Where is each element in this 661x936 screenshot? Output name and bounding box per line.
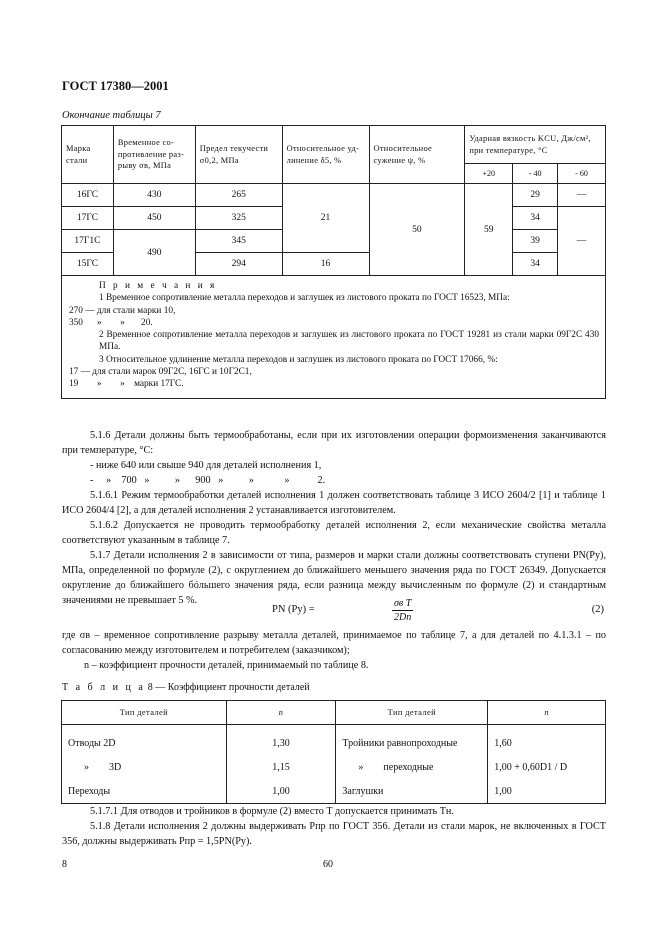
para-5-1-7: 5.1.7 Детали исполнения 2 в зависимости от типа, размеров и марки стали должны соответствовать ступени PN(Pу), МПа, определенной по формуле (2), с округлением до ближайшего меньшего значения ряда по ГОСТ 26349. Допускается округление до ближайшего бóльшего значения ряда, если разница между вычисленным по формуле (2) и стандартным значениями не превышает 5 %. (62, 550, 606, 606)
table-row (62, 755, 606, 779)
notes-title: П р и м е ч а н и я (99, 281, 217, 291)
cell-tensile: 430 (113, 184, 195, 207)
t8-col-n2: n (488, 701, 606, 725)
formula-numerator: σв T (394, 598, 412, 609)
note-3a: 17 — для стали марок 09Г2С, 16ГС и 10Г2С1, (69, 366, 252, 377)
table8-caption-text: 8 — Коэффициент прочности деталей (145, 682, 310, 693)
table-row (62, 184, 606, 207)
para-5-1-6-2: 5.1.6.2 Допускается не проводить термообработку деталей исполнения 2, если механические свойства металла соответствуют указанным в таблице 7. (62, 520, 606, 546)
cell-yield: 325 (195, 207, 282, 230)
cell-kcu40: 34 (513, 207, 558, 230)
cell-tensile: 450 (113, 207, 195, 230)
para-5-1-6: 5.1.6 Детали должны быть термообработаны, если при их изготовлении операции формоизменения заканчиваются при температуре, °С: (62, 430, 606, 456)
cell-grade: 15ГС (62, 253, 114, 276)
note-2: 2 Временное сопротивление металла переходов и заглушек из листового проката по ГОСТ 19281 из стали марки 09Г2С 430 МПа. (99, 330, 599, 353)
col-t20: +20 (465, 164, 513, 184)
formula-2 (62, 597, 606, 627)
page-number-left: 8 (62, 859, 67, 870)
table-row (62, 779, 606, 804)
col-tensile: Временное сопротивление разрыву σв, МПа (113, 126, 195, 184)
t8-cell: 1,60 (488, 725, 606, 756)
t8-cell: Заглушки (336, 779, 488, 804)
t8-cell: 1,15 (226, 755, 336, 779)
where-n: n – коэффициент прочности деталей, принимаемый по таблице 8. (84, 660, 369, 671)
para-5-1-8: 5.1.8 Детали исполнения 2 должны выдерживать Pпр по ГОСТ 356. Детали из стали марок, не включенных в ГОСТ 356, должны выдерживать Pпр = 1,5PN(Pу). (62, 821, 606, 847)
table-row (62, 725, 606, 756)
formula-denominator: 2Dn (394, 612, 412, 623)
t8-cell: » переходные (336, 755, 488, 779)
final-text (62, 804, 606, 849)
t8-cell: Тройники равнопроходные (336, 725, 488, 756)
cell-yield: 265 (195, 184, 282, 207)
col-grade: Марка стали (62, 126, 114, 184)
formula-lhs: PN (Pу) = (272, 604, 315, 615)
t8-col-type2: Тип деталей (336, 701, 488, 725)
formula-number: (2) (591, 604, 604, 615)
cell-kcu60: — (558, 207, 606, 276)
col-reduction: Относительное сужение ψ, % (369, 126, 465, 184)
note-1: 1 Временное сопротивление металла переходов и заглушек из листового проката по ГОСТ 16523, МПа: (99, 293, 510, 304)
table7-caption: Окончание таблицы 7 (62, 110, 161, 121)
cell-kcu20: 59 (465, 184, 513, 276)
cell-elongation: 16 (282, 253, 369, 276)
page-header: ГОСТ 17380—2001 (62, 79, 169, 93)
table-8 (61, 700, 606, 804)
body-text (62, 428, 606, 608)
cell-yield: 294 (195, 253, 282, 276)
cell-yield: 345 (195, 230, 282, 253)
col-impact: Ударная вязкость KCU, Дж/см², при температуре, °С (465, 126, 606, 164)
table7-notes (62, 276, 606, 399)
t8-cell: » 3D (62, 755, 227, 779)
where-text (62, 628, 606, 673)
cell-kcu40: 34 (513, 253, 558, 276)
cell-grade: 16ГС (62, 184, 114, 207)
t8-cell: 1,30 (226, 725, 336, 756)
t8-cell: 1,00 (488, 779, 606, 804)
para-list-1: - ниже 640 или свыше 940 для деталей исполнения 1, (90, 460, 322, 471)
note-1a: 270 — для стали марки 10, (69, 305, 176, 316)
note-1b: 350 » » 20. (69, 317, 153, 328)
col-t40: - 40 (513, 164, 558, 184)
t8-col-type: Тип деталей (62, 701, 227, 725)
cell-kcu40: 29 (513, 184, 558, 207)
para-5-1-6-1: 5.1.6.1 Режим термообработки деталей исполнения 1 должен соответствовать таблице 3 ИСО 2604/2 [1] и таблице 1 ИСО 2604/4 [2], а для деталей исполнения 2 устанавливается изготовителем. (62, 490, 606, 516)
table-7 (61, 125, 606, 399)
cell-reduction: 50 (369, 184, 465, 276)
t8-col-n: n (226, 701, 336, 725)
formula-fraction (392, 597, 413, 624)
col-t60: - 60 (558, 164, 606, 184)
page-number-center: 60 (323, 859, 333, 870)
table8-caption-label: Т а б л и ц а (62, 682, 146, 693)
where-sigma: где σв – временное сопротивление разрыву металла деталей, принимаемое по таблице 7, а для деталей по 4.1.3.1 – по согласованию между изготовителем и потребителем (заказчиком); (62, 630, 606, 656)
col-elongation: Относительное удлинение δ5, % (282, 126, 369, 184)
para-5-1-7-1: 5.1.7.1 Для отводов и тройников в формуле (2) вместо T допускается принимать Tн. (90, 806, 454, 817)
note-3: 3 Относительное удлинение металла переходов и заглушек из листового проката по ГОСТ 17066, %: (99, 354, 498, 365)
para-list-2: - » 700 » » 900 » » » 2. (90, 475, 326, 486)
t8-cell: Отводы 2D (62, 725, 227, 756)
t8-cell: Переходы (62, 779, 227, 804)
cell-kcu60: — (558, 184, 606, 207)
note-3b: 19 » » марки 17ГС. (69, 379, 184, 390)
cell-grade: 17ГС (62, 207, 114, 230)
t8-cell: 1,00 (226, 779, 336, 804)
col-yield: Предел текучести σ0,2, МПа (195, 126, 282, 184)
cell-elongation: 21 (282, 184, 369, 253)
cell-kcu40: 39 (513, 230, 558, 253)
cell-grade: 17Г1С (62, 230, 114, 253)
t8-cell: 1,00 + 0,60D1 / D (488, 755, 606, 779)
cell-tensile: 490 (113, 230, 195, 276)
table8-caption (62, 682, 310, 693)
